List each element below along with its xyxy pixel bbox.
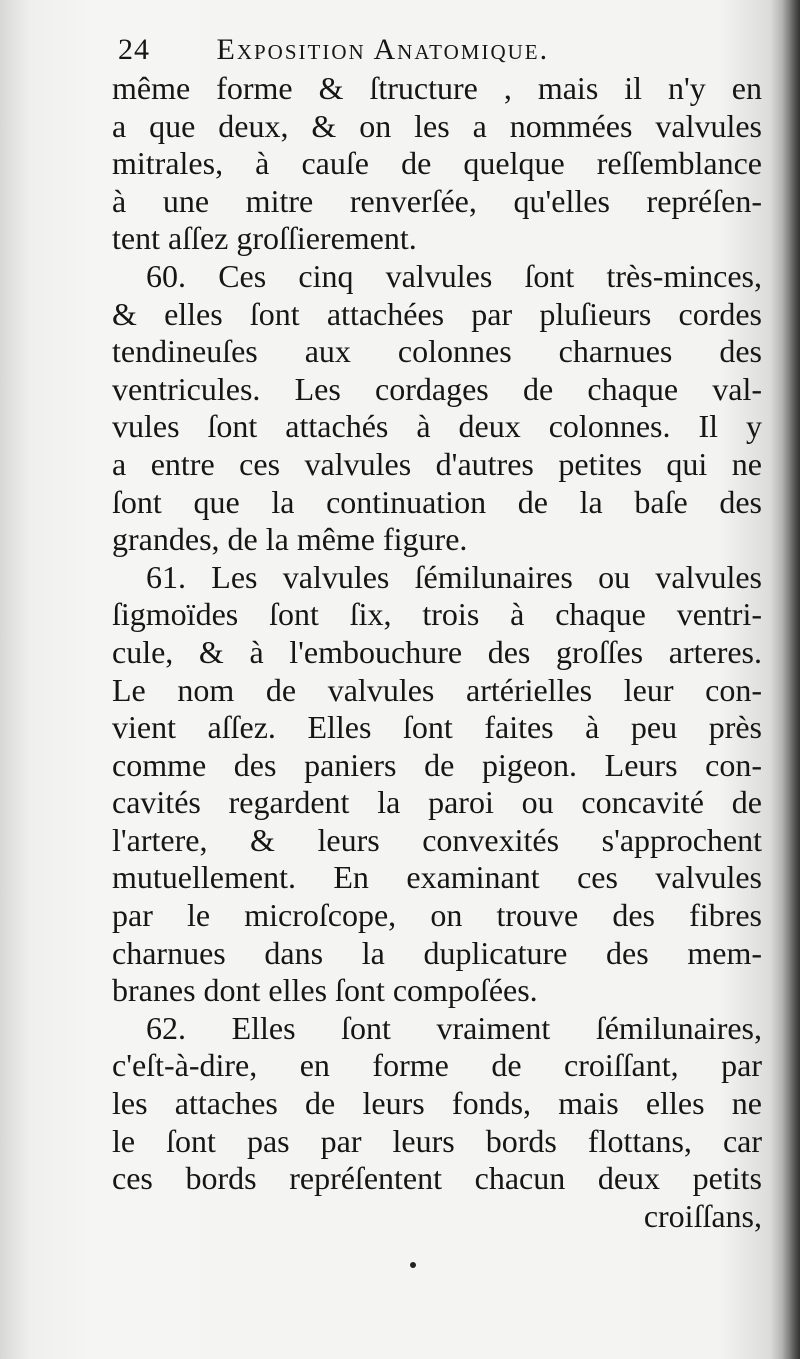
text-line: tendineuſes aux colonnes charnues des xyxy=(112,333,762,370)
binding-shadow xyxy=(782,0,800,1359)
running-title: Exposition Anatomique. xyxy=(216,33,550,66)
text-line: l'artere, & leurs convexités s'approchent xyxy=(112,821,762,858)
text-line: tent aſſez groſſierement. xyxy=(112,220,417,257)
page-header xyxy=(118,30,678,70)
text-line: charnues dans la duplicature des mem- xyxy=(112,934,762,971)
text-line: le ſont pas par leurs bords flottans, car xyxy=(112,1122,762,1159)
text-line: vient aſſez. Elles ſont faites à peu près xyxy=(112,709,762,746)
text-line: grandes, de la même figure. xyxy=(112,521,468,558)
text-line: & elles ſont attachées par pluſieurs cordes xyxy=(112,295,762,332)
text-line: a entre ces valvules d'autres petites qui ne xyxy=(112,445,762,482)
text-line: ces bords repréſentent chacun deux petits xyxy=(112,1160,762,1197)
text-line: branes dont elles ſont compoſées. xyxy=(112,972,538,1009)
page-number: 24 xyxy=(118,33,150,66)
catchword: croiſſans, xyxy=(643,1197,762,1234)
text-line: comme des paniers de pigeon. Leurs con- xyxy=(112,746,762,783)
text-line: ſigmoïdes ſont ſix, trois à chaque ventri- xyxy=(112,596,762,633)
text-line: ſont que la continuation de la baſe des xyxy=(112,483,762,520)
text-line: par le microſcope, on trouve des fibres xyxy=(112,897,762,934)
text-line: à une mitre renverſée, qu'elles repréſen- xyxy=(112,182,762,219)
text-line: mutuellement. En examinant ces valvules xyxy=(112,859,762,896)
text-line: même forme & ſtructure , mais il n'y en xyxy=(112,70,762,106)
text-line: mitrales, à cauſe de quelque reſſemblance xyxy=(112,145,762,182)
text-line: vules ſont attachés à deux colonnes. Il y xyxy=(112,408,762,445)
paragraph-62-start: 62. Elles ſont vraiment ſémilunaires, xyxy=(146,1009,762,1046)
text-line: ventricules. Les cordages de chaque val- xyxy=(112,370,762,407)
paragraph-61-start: 61. Les valvules ſémilunaires ou valvules xyxy=(146,558,762,595)
text-line: les attaches de leurs fonds, mais elles ne xyxy=(112,1085,762,1122)
text-line: a que deux, & on les a nommées valvules xyxy=(112,107,762,144)
body-text xyxy=(112,70,762,1235)
paragraph-60-start: 60. Ces cinq valvules ſont très-minces, xyxy=(146,257,762,294)
text-line: c'eſt-à-dire, en forme de croiſſant, par xyxy=(112,1047,762,1084)
ink-spot xyxy=(410,1262,416,1268)
text-line: cule, & à l'embouchure des groſſes arteres. xyxy=(112,633,762,670)
text-line: Le nom de valvules artérielles leur con- xyxy=(112,671,762,708)
text-line: cavités regardent la paroi ou concavité de xyxy=(112,784,762,821)
